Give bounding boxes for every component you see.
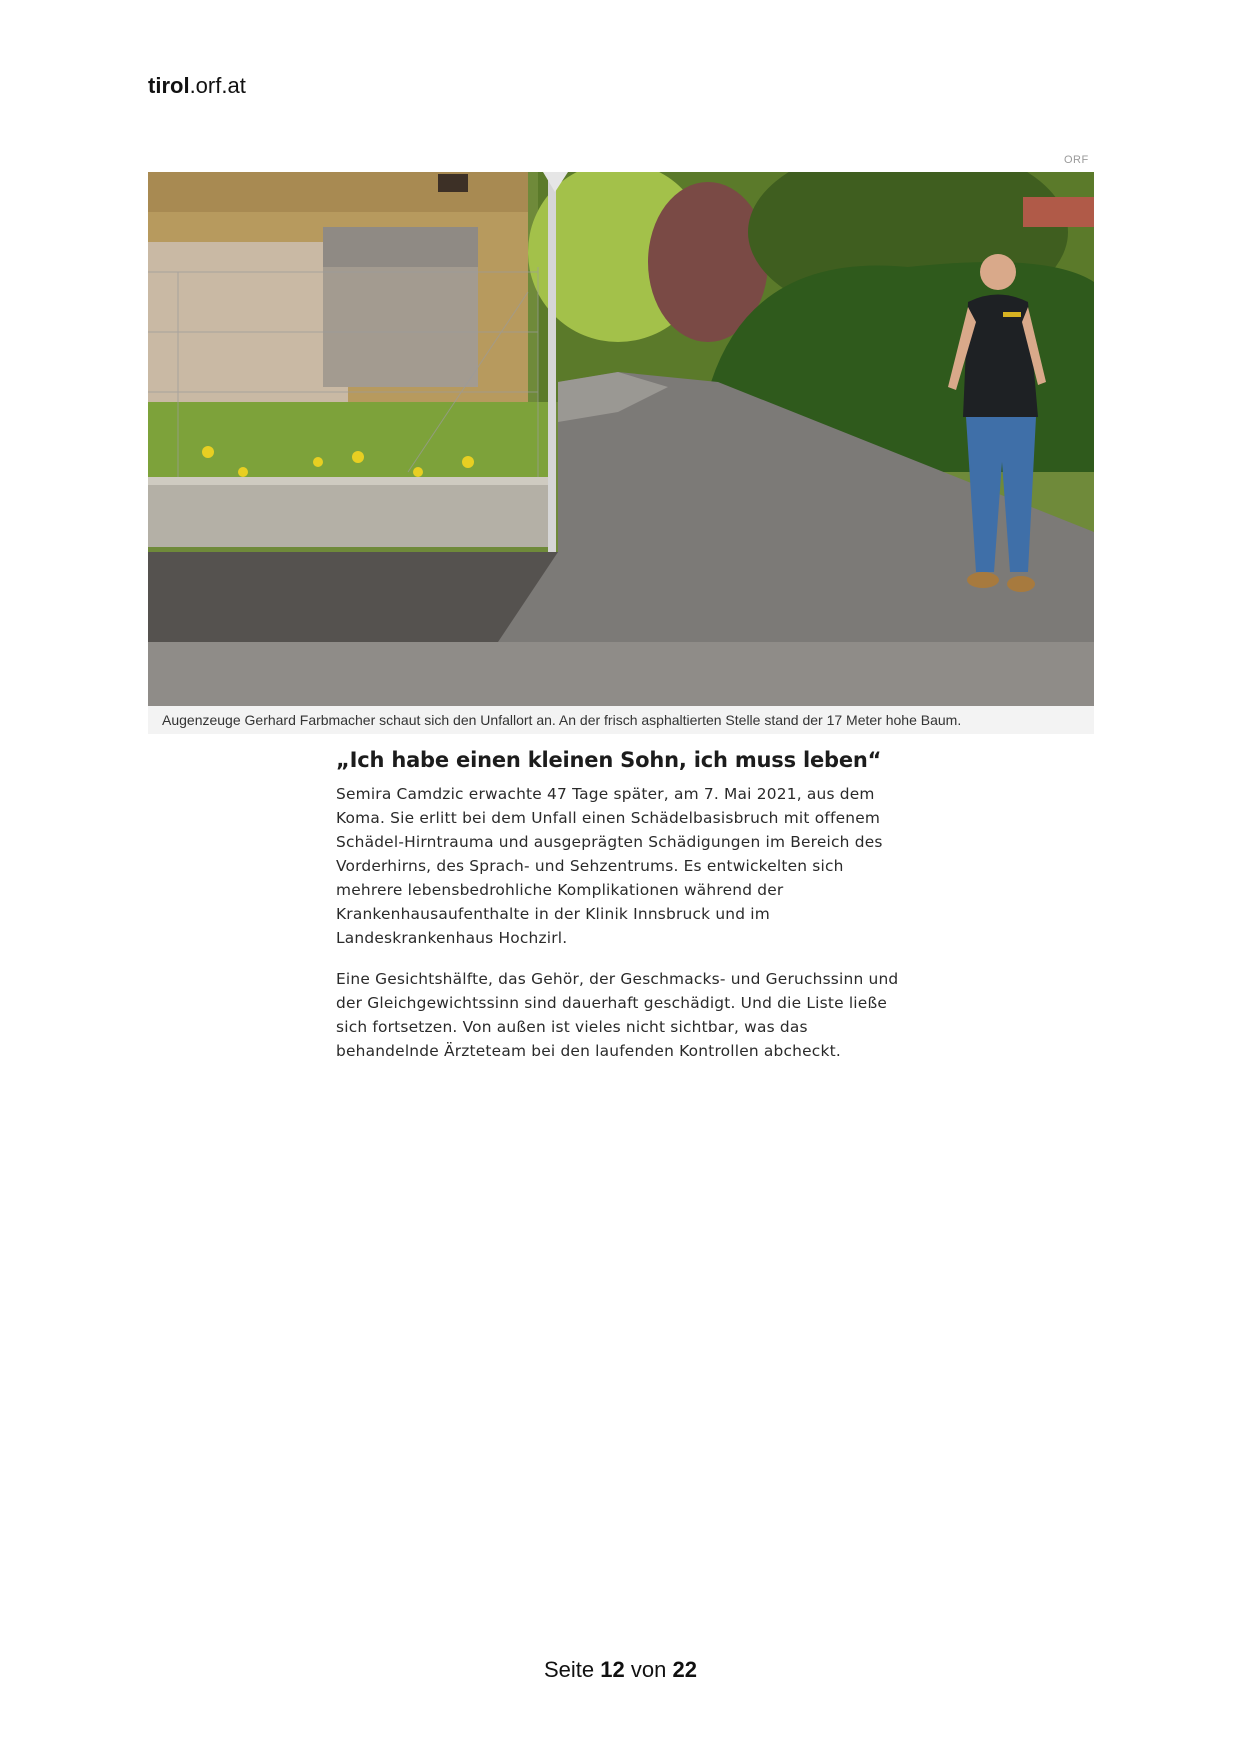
- paragraph-line: mehrere lebensbedrohliche Komplikationen während der: [336, 881, 784, 899]
- paragraph-line: Schädel-Hirntrauma und ausgeprägten Schädigungen im Bereich des: [336, 833, 883, 851]
- article-paragraph: [336, 967, 916, 1063]
- article-paragraph: [336, 782, 916, 950]
- paragraph-line: der Gleichgewichtssinn sind dauerhaft geschädigt. Und die Liste ließe: [336, 994, 888, 1012]
- article-body: [336, 748, 916, 1080]
- site-header: [148, 73, 246, 99]
- article-photo: [148, 172, 1094, 707]
- image-caption: Augenzeuge Gerhard Farbmacher schaut sich den Unfallort an. An der frisch asphaltierten Stelle stand der 17 Meter hohe Baum.: [148, 706, 1094, 734]
- paragraph-line: Eine Gesichtshälfte, das Gehör, der Geschmacks- und Geruchssinn und: [336, 970, 899, 988]
- paragraph-line: Landeskrankenhaus Hochzirl.: [336, 929, 568, 947]
- total-pages: 22: [672, 1657, 697, 1682]
- article-subheadline: „Ich habe einen kleinen Sohn, ich muss leben“: [336, 748, 882, 772]
- site-name-domain: .orf.at: [189, 73, 246, 98]
- site-name-bold: tirol: [148, 73, 190, 98]
- image-credit: ORF: [1064, 154, 1089, 166]
- paragraph-line: Koma. Sie erlitt bei dem Unfall einen Schädelbasisbruch mit offenem: [336, 809, 881, 827]
- page-prefix: Seite: [544, 1657, 595, 1682]
- paragraph-line: behandelnde Ärzteteam bei den laufenden Kontrollen abcheckt.: [336, 1042, 841, 1060]
- page-number: [0, 1657, 1241, 1683]
- paragraph-line: Krankenhausaufenthalte in der Klinik Innsbruck und im: [336, 905, 770, 923]
- page-middle: von: [630, 1657, 667, 1682]
- current-page: 12: [600, 1657, 625, 1682]
- paragraph-line: sich fortsetzen. Von außen ist vieles nicht sichtbar, was das: [336, 1018, 808, 1036]
- paragraph-line: Vorderhirns, des Sprach- und Sehzentrums. Es entwickelten sich: [336, 857, 844, 875]
- paragraph-line: Semira Camdzic erwachte 47 Tage später, am 7. Mai 2021, aus dem: [336, 785, 875, 803]
